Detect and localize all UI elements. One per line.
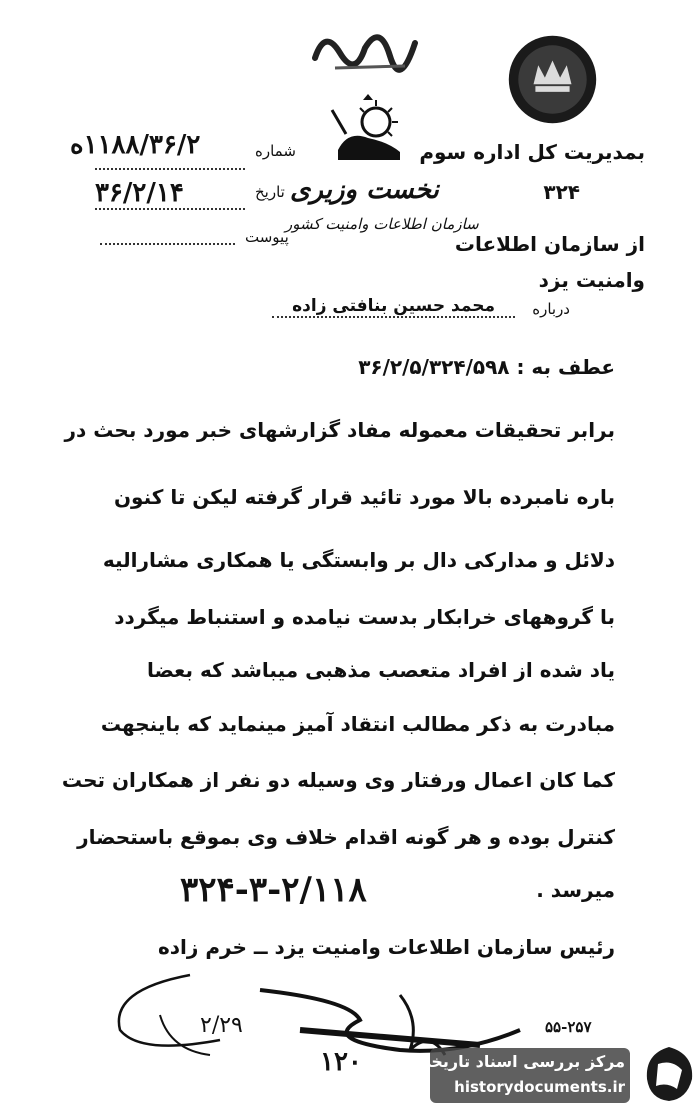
date-value: ۳۶/۲/۱۴ (95, 178, 184, 208)
subject-label: درباره (532, 300, 570, 318)
number-value: ۱۱۸۸/۳۶/۲ه (70, 130, 201, 160)
organization-name: سازمان اطلاعات وامنیت کشور (285, 215, 479, 233)
svg-text:۲/۲۹: ۲/۲۹ (200, 1013, 243, 1038)
royal-seal-icon (505, 32, 600, 127)
recipient-number: ۳۲۴ (543, 180, 580, 204)
body-line-3: دلائل و مدارکی دال بر وابستگی یا همکاری مشارالیه (102, 548, 615, 572)
body-line-2: باره نامبرده بالا مورد تائید قرار گرفته لیکن تا کنون (113, 485, 615, 509)
attachment-label: پیوست (245, 228, 289, 246)
body-line-5: یاد شده از افراد متعصب مذهبی میباشد که بعضا (146, 658, 615, 682)
bottom-code: ۵۵-۲۵۷ (545, 1018, 592, 1036)
body-line-8: کنترل بوده و هر گونه اقدام خلاف وی بموقع باستحضار (77, 825, 615, 849)
body-line-7: کما کان اعمال ورفتار وی وسیله دو نفر از همکاران تحت (61, 768, 615, 792)
reference-line: عطف به : ۳۶/۲/۵/۳۲۴/۵۹۸ (358, 355, 615, 379)
handwritten-top-scribble (305, 18, 425, 78)
body-line-1: برابر تحقیقات معموله مفاد گزارشهای خبر مورد بحث در (64, 418, 615, 442)
date-dotted-line (95, 208, 245, 210)
sender-line-2: وامنیت یزد (538, 268, 645, 292)
subject-value: محمد حسین بنافتی زاده (272, 296, 515, 318)
archive-site[interactable]: historydocuments.ir (454, 1078, 625, 1096)
number-label: شماره (255, 142, 296, 160)
attachment-dotted-line (100, 243, 235, 245)
svg-text:۱۲۰: ۱۲۰ (320, 1047, 362, 1077)
signature-line: رئیس سازمان اطلاعات وامنیت یزد ــ خرم زاده (157, 935, 615, 959)
recipient-line: بمدیریت کل اداره سوم (419, 140, 645, 164)
body-line-6: مبادرت به ذکر مطالب انتقاد آمیز مینماید که باینجهت (100, 712, 615, 736)
body-line-9: میرسد . (536, 878, 615, 902)
ministry-name: نخست وزیری (290, 175, 439, 205)
handwritten-file-code: ۳۲۴-۳-۲/۱۱۸ (180, 870, 367, 910)
body-line-4: با گروههای خرابکار بدست نیامده و استنباط میگردد (114, 605, 615, 629)
archive-watermark (415, 1038, 700, 1108)
archive-logo-icon (642, 1044, 697, 1104)
archive-name: مرکز بررسی اسناد تاریخی (415, 1052, 625, 1071)
lion-and-sun-icon (318, 90, 418, 170)
sender-line: از سازمان اطلاعات (454, 232, 645, 256)
date-label: تاریخ (255, 183, 285, 201)
number-dotted-line (95, 168, 245, 170)
